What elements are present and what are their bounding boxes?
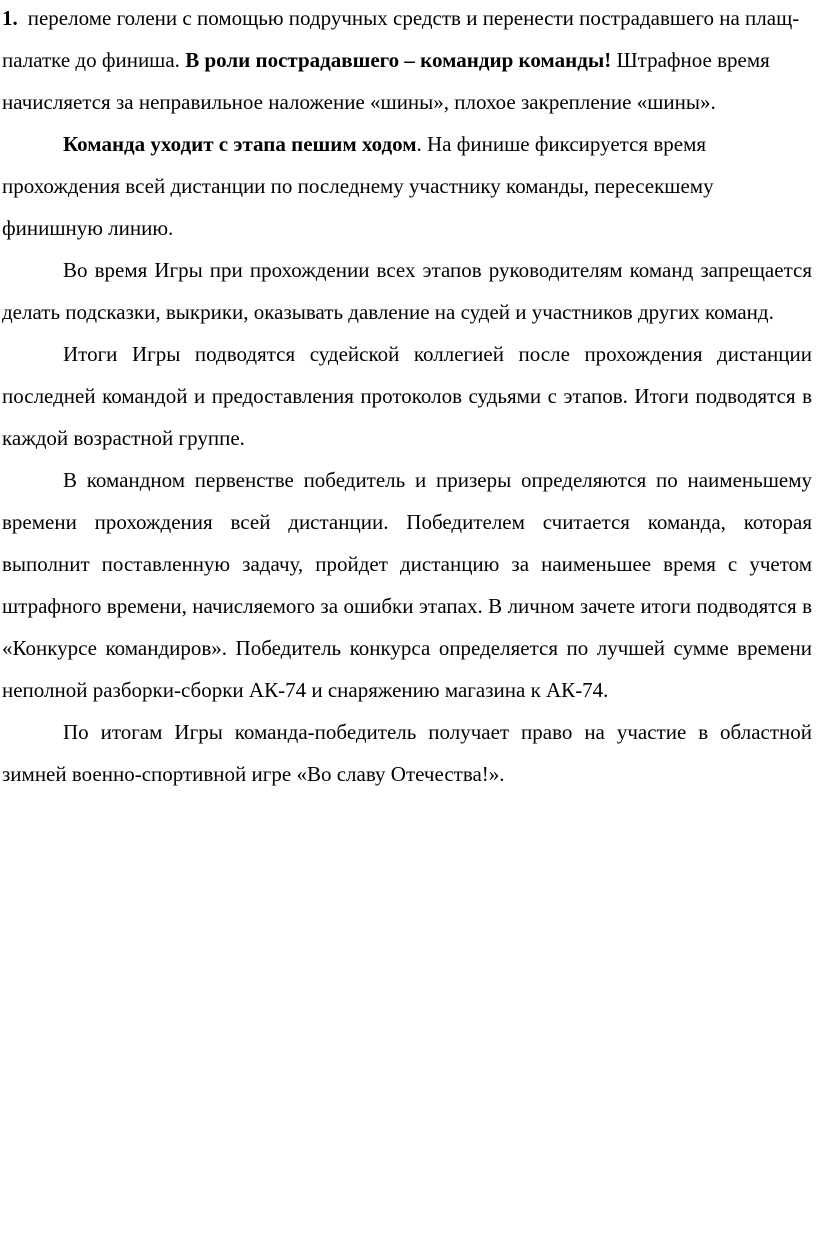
paragraph-1-text-a: переломе голени с помощью подручных средств и перенести пострадавшего на плащ-палатке до финиша. xyxy=(2,6,800,72)
paragraph-1-bold: В роли пострадавшего – командир команды! xyxy=(185,48,612,72)
paragraph-2-bold: Команда уходит с этапа пешим ходом xyxy=(63,132,417,156)
paragraph-2 xyxy=(2,123,812,249)
paragraph-6-text: По итогам Игры команда-победитель получает право на участие в областной зимней военно-спортивной игре «Во славу Отечества!». xyxy=(2,720,812,786)
paragraph-3 xyxy=(2,249,812,333)
list-number: 1. xyxy=(2,6,18,30)
paragraph-2-text: . На финише фиксируется время прохождения всей дистанции по последнему участнику команды, пересекшему финишную линию. xyxy=(2,132,714,240)
paragraph-1 xyxy=(2,0,812,123)
paragraph-3-text: Во время Игры при прохождении всех этапов руководителям команд запрещается делать подсказки, выкрики, оказывать давление на судей и участников других команд. xyxy=(2,258,812,324)
paragraph-5-text: В командном первенстве победитель и призеры определяются по наименьшему времени прохождения всей дистанции. Победителем считается команда, которая выполнит поставленную задачу, пройдет дистанцию за наименьшее время с учетом штрафного времени, начисляемого за ошибки этапах. В личном зачете итоги подводятся в «Конкурсе командиров». Победитель конкурса определяется по лучшей сумме времени неполной разборки-сборки АК-74 и снаряжению магазина к АК-74. xyxy=(2,468,812,702)
paragraph-6 xyxy=(2,711,812,795)
paragraph-1-text-b: Штрафное время начисляется за неправильное наложение «шины», плохое закрепление «шины». xyxy=(2,48,770,114)
paragraph-4 xyxy=(2,333,812,459)
paragraph-5 xyxy=(2,459,812,711)
paragraph-4-text: Итоги Игры подводятся судейской коллегией после прохождения дистанции последней командой и предоставления протоколов судьями с этапов. Итоги подводятся в каждой возрастной группе. xyxy=(2,342,812,450)
